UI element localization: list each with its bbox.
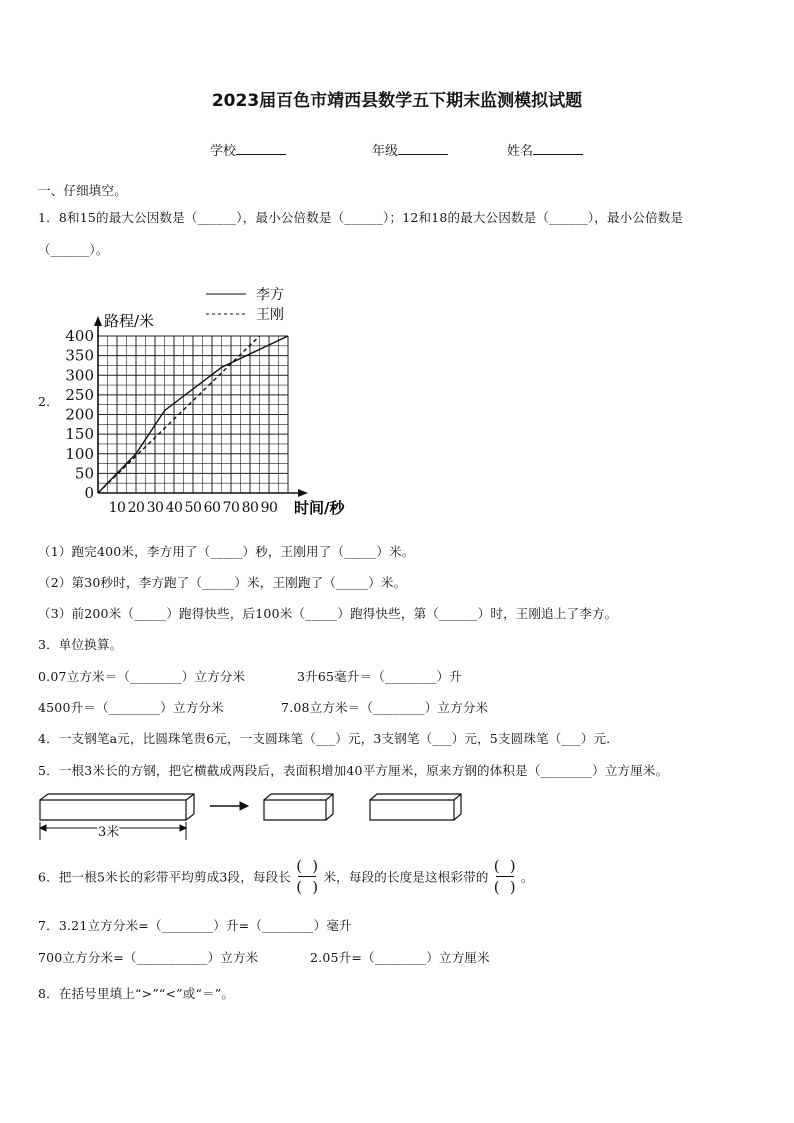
y-tick-label: 250 <box>65 385 94 404</box>
question-6 <box>38 858 534 895</box>
name-blank[interactable] <box>533 142 583 155</box>
y-tick-label: 100 <box>65 444 94 463</box>
x-tick-label: 40 <box>165 500 183 516</box>
question-2-sub-1: （1）跑完400米，李方用了（_____）秒，王刚用了（_____）米。 <box>38 544 415 559</box>
fraction-blank-ratio[interactable] <box>494 858 516 895</box>
long-bar <box>40 794 194 820</box>
question-3-title: 3．单位换算。 <box>38 637 123 652</box>
y-tick-label: 0 <box>84 484 94 502</box>
fraction-blank-length[interactable] <box>296 858 318 895</box>
grade-field <box>372 140 448 159</box>
x-tick-label: 90 <box>260 500 278 516</box>
question-2-sub-2: （2）第30秒时，李方跑了（_____）米，王刚跑了（_____）米。 <box>38 575 407 590</box>
question-8: 8．在括号里填上“>”“<”或“＝”。 <box>38 986 235 1001</box>
y-tick-label: 50 <box>74 464 94 483</box>
y-axis-label: 路程/米 <box>104 312 155 330</box>
question-7-row-1: 7．3.21立方分米=（________）升=（________）毫升 <box>38 918 352 933</box>
chart-legend <box>206 286 284 323</box>
cut-piece-1 <box>264 794 333 820</box>
question-3-row-1b: 3升65毫升＝（________）升 <box>297 669 462 684</box>
fraction-bar <box>496 876 514 877</box>
question-3-row-2a: 4500升＝（________）立方分米 <box>38 700 224 715</box>
question-2-sub-3: （3）前200米（_____）跑得快些，后100米（_____）跑得快些，第（______）时，王刚追上了李方。 <box>38 606 618 621</box>
fraction-numerator-paren: ( ) <box>493 857 516 875</box>
school-field <box>210 140 286 159</box>
x-axis-arrow-icon <box>298 489 308 497</box>
length-label: 3米 <box>98 825 120 840</box>
section-1-heading: 一、仔细填空。 <box>38 183 127 198</box>
page-title: 2023届百色市靖西县数学五下期末监测模拟试题 <box>211 91 583 111</box>
grade-label: 年级 <box>372 144 399 159</box>
question-3-row-1a: 0.07立方米＝（________）立方分米 <box>38 669 246 684</box>
x-tick-label: 60 <box>203 500 221 516</box>
y-tick-label: 350 <box>65 346 94 365</box>
x-tick-label: 70 <box>222 500 240 516</box>
question-7-row-2a: 700立方分米=（___________）立方米 <box>38 950 259 965</box>
y-tick-label: 300 <box>65 366 94 385</box>
fraction-bar <box>298 876 316 877</box>
question-4: 4．一支钢笔a元，比圆珠笔贵6元，一支圆珠笔（___）元，3支钢笔（___）元，5支圆珠笔（___）元． <box>38 731 619 746</box>
x-tick-label: 80 <box>241 500 259 516</box>
cut-piece-2 <box>370 794 461 820</box>
y-tick-label: 150 <box>65 425 94 444</box>
name-label: 姓名 <box>507 144 534 159</box>
y-axis-arrow-icon <box>94 316 102 326</box>
question-6-part-2: 米，每段的长度是这根彩带的 <box>323 869 489 885</box>
question-5-text: 5．一根3米长的方钢，把它横截成两段后，表面积增加40平方厘米，原来方钢的体积是（________）立方厘米。 <box>38 763 669 778</box>
chart-axes <box>94 316 308 497</box>
question-6-part-3: 。 <box>521 869 534 885</box>
fraction-denominator-paren: ( ) <box>493 878 516 896</box>
fraction-numerator-paren: ( ) <box>296 857 319 875</box>
chart-grid <box>98 336 288 493</box>
steel-bar-diagram <box>38 790 478 846</box>
grade-blank[interactable] <box>398 142 448 155</box>
x-axis-label: 时间/秒 <box>294 499 345 517</box>
x-tick-label: 10 <box>108 500 126 516</box>
fraction-denominator-paren: ( ) <box>296 878 319 896</box>
x-tick-label: 30 <box>146 500 164 516</box>
school-blank[interactable] <box>236 142 286 155</box>
legend-label: 李方 <box>256 287 284 303</box>
question-1-line-1: 1．8和15的最大公因数是（______），最小公倍数是（______）；12和18的最大公因数是（______），最小公倍数是 <box>38 210 684 225</box>
distance-time-chart <box>60 280 360 520</box>
x-tick-label: 50 <box>184 500 202 516</box>
arrow-icon <box>210 802 248 810</box>
x-tick-label: 20 <box>127 500 145 516</box>
y-tick-label: 400 <box>65 327 94 345</box>
question-1-line-2: （______）。 <box>38 242 109 257</box>
question-7-row-2b: 2.05升=（________）立方厘米 <box>310 950 490 965</box>
legend-label: 王刚 <box>256 307 284 323</box>
question-6-part-1: 6．把一根5米长的彩带平均剪成3段，每段长 <box>38 869 292 885</box>
y-tick-label: 200 <box>65 405 94 424</box>
name-field <box>507 140 583 159</box>
question-2-number: 2． <box>38 394 59 409</box>
question-3-row-2b: 7.08立方米＝（________）立方分米 <box>281 700 489 715</box>
school-label: 学校 <box>210 144 237 159</box>
